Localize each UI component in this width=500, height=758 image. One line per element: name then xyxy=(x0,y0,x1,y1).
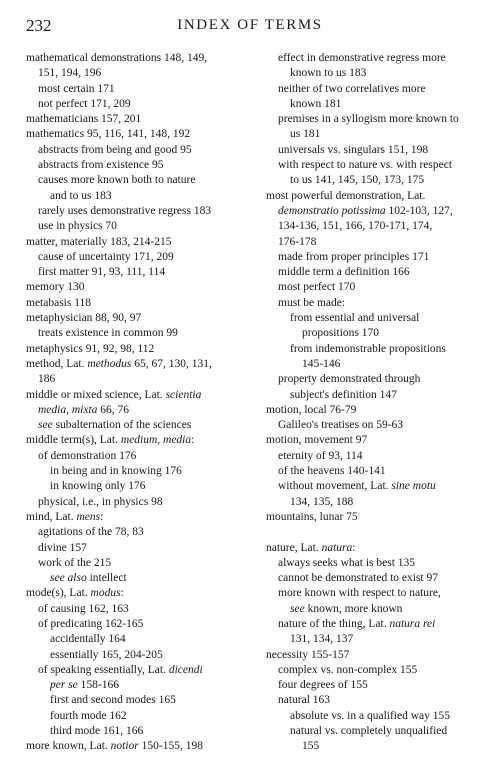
entry-text: universals vs. singulars 151, 198 xyxy=(278,143,429,156)
entry-text: subject's definition 147 xyxy=(290,388,397,401)
entry-text: abstracts from existence 95 xyxy=(38,159,164,172)
index-subentry xyxy=(266,311,488,326)
index-subentry xyxy=(266,219,488,234)
index-subentry xyxy=(26,173,248,188)
index-subentry xyxy=(266,571,488,586)
entry-text: metaphysics 91, 92, 98, 112 xyxy=(26,342,155,355)
index-subentry xyxy=(266,709,488,724)
index-subentry xyxy=(266,372,488,387)
entry-text: of predicating 162-165 xyxy=(38,617,144,630)
entry-text: of speaking essentially, Lat. xyxy=(38,663,169,676)
index-subentry xyxy=(266,495,488,510)
index-entry xyxy=(26,127,248,142)
entry-text: of causing 162, 163 xyxy=(38,602,129,615)
entry-text: physical, i.e., in physics 98 xyxy=(38,495,163,508)
index-subentry xyxy=(26,265,248,280)
entry-text: subalternation of the sciences xyxy=(52,419,192,432)
italic-term: see also xyxy=(50,572,87,585)
entry-text: 150-155, 198 xyxy=(138,740,203,753)
index-subentry xyxy=(26,602,248,617)
index-subentry xyxy=(266,678,488,693)
entry-text: 131, 134, 137 xyxy=(290,633,354,646)
page-number: 232 xyxy=(26,16,52,35)
entry-text: middle or mixed science, Lat. xyxy=(26,388,166,401)
index-subentry xyxy=(266,632,488,647)
entry-text: 134-136, 151, 166, 170-171, 174, xyxy=(278,220,433,233)
index-subentry xyxy=(266,724,488,739)
entry-text: 134, 135, 188 xyxy=(290,495,354,508)
index-subentry xyxy=(266,127,488,142)
entry-text: known, more known xyxy=(304,602,403,615)
index-subentry xyxy=(26,556,248,571)
entry-text: necessity 155-157 xyxy=(266,648,350,661)
index-subentry xyxy=(26,143,248,158)
entry-text: matter, materially 183, 214-215 xyxy=(26,235,172,248)
entry-text: always seeks what is best 135 xyxy=(278,556,416,569)
entry-text: middle term a definition 166 xyxy=(278,266,410,279)
entry-text: metabasis 118 xyxy=(26,296,92,309)
italic-term: medium, media xyxy=(120,434,192,447)
entry-text: cannot be demonstrated to exist 97 xyxy=(278,572,439,585)
entry-text: : xyxy=(191,434,195,447)
index-entry xyxy=(26,311,248,326)
index-subentry xyxy=(26,648,248,663)
italic-term: notior xyxy=(110,740,139,753)
index-subentry xyxy=(26,678,248,693)
index-subentry xyxy=(266,265,488,280)
entry-text: treats existence in common 99 xyxy=(38,327,178,340)
index-subentry xyxy=(266,66,488,81)
entry-text: mathematical demonstrations 148, 149, xyxy=(26,52,208,64)
italic-term: methodus xyxy=(87,357,132,370)
entry-text: 145-146 xyxy=(302,357,341,370)
index-subentry xyxy=(26,541,248,556)
entry-text: from indemonstrable propositions xyxy=(290,342,446,355)
index-subentry xyxy=(26,66,248,81)
index-subentry xyxy=(26,204,248,219)
index-entry xyxy=(266,510,488,525)
entry-text: nature, Lat. xyxy=(266,541,322,554)
entry-text: made from proper principles 171 xyxy=(278,250,430,263)
entry-text: without movement, Lat. xyxy=(278,480,392,493)
index-entry xyxy=(26,342,248,357)
entry-text: more known, Lat. xyxy=(26,740,111,753)
index-subentry xyxy=(26,479,248,494)
index-column-right xyxy=(266,51,488,755)
entry-text: of demonstration 176 xyxy=(38,449,137,462)
entry-text: must be made: xyxy=(278,296,346,309)
index-subentry xyxy=(26,709,248,724)
index-entry xyxy=(266,403,488,418)
index-subentry xyxy=(26,372,248,387)
index-subentry xyxy=(266,479,488,494)
italic-term: see xyxy=(38,419,53,432)
index-subentry xyxy=(266,739,488,754)
index-subentry xyxy=(266,326,488,341)
italic-term: media, mixta xyxy=(38,403,98,416)
index-subentry xyxy=(26,326,248,341)
entry-text: middle term(s), Lat. xyxy=(26,434,121,447)
index-subentry xyxy=(266,342,488,357)
index-subentry xyxy=(266,158,488,173)
index-entry xyxy=(26,296,248,311)
entry-text: absolute vs. in a qualified way 155 xyxy=(290,709,451,722)
entry-text: to us 141, 145, 150, 173, 175 xyxy=(290,174,425,187)
italic-term: natura xyxy=(321,541,353,554)
index-entry xyxy=(26,388,248,403)
index-subentry xyxy=(266,143,488,158)
index-subentry xyxy=(266,617,488,632)
entry-text: most perfect 170 xyxy=(278,281,356,294)
entry-text: known to us 183 xyxy=(290,67,367,80)
entry-text: first matter 91, 93, 111, 114 xyxy=(38,266,166,279)
entry-text: us 181 xyxy=(290,128,321,141)
index-subentry xyxy=(26,693,248,708)
entry-text: fourth mode 162 xyxy=(50,709,127,722)
entry-text: mountains, lunar 75 xyxy=(266,510,358,523)
index-subentry xyxy=(26,82,248,97)
entry-text: eternity of 93, 114 xyxy=(278,449,363,462)
italic-term: sine motu xyxy=(391,480,436,493)
entry-text: most powerful demonstration, Lat. xyxy=(266,189,426,202)
index-subentry xyxy=(26,632,248,647)
entry-text: 158-166 xyxy=(77,679,120,692)
entry-text: 176-178 xyxy=(278,235,317,248)
entry-text: more known with respect to nature, xyxy=(278,587,441,600)
index-subentry xyxy=(266,418,488,433)
entry-text: method, Lat. xyxy=(26,357,88,370)
entry-text: propositions 170 xyxy=(302,327,379,340)
index-entry xyxy=(26,280,248,295)
entry-text: premises in a syllogism more known to xyxy=(278,113,459,126)
index-subentry xyxy=(266,586,488,601)
index-subentry xyxy=(26,724,248,739)
index-subentry xyxy=(266,173,488,188)
index-subentry xyxy=(26,495,248,510)
index-subentry xyxy=(266,357,488,372)
index-entry xyxy=(266,541,488,556)
entry-text: cause of uncertainty 171, 209 xyxy=(38,250,174,263)
entry-text: motion, local 76-79 xyxy=(266,403,357,416)
entry-text: known 181 xyxy=(290,97,342,110)
index-entry xyxy=(26,586,248,601)
index-subentry xyxy=(266,112,488,127)
italic-term: modus xyxy=(90,587,121,600)
index-subentry xyxy=(266,296,488,311)
index-subentry xyxy=(26,219,248,234)
entry-text: in knowing only 176 xyxy=(50,480,146,493)
index-subentry xyxy=(266,464,488,479)
entry-text: with respect to nature vs. with respect xyxy=(278,159,453,172)
entry-text: divine 157 xyxy=(38,541,87,554)
entry-text: : xyxy=(100,510,104,523)
index-entry xyxy=(266,189,488,204)
index-subentry xyxy=(26,189,248,204)
italic-term: demonstratio potissima xyxy=(278,204,386,217)
entry-text: work of the 215 xyxy=(38,556,112,569)
entry-text: neither of two correlatives more xyxy=(278,82,426,95)
entry-text: natural vs. completely unqualified xyxy=(290,725,448,738)
index-subentry xyxy=(26,158,248,173)
entry-text: from essential and universal xyxy=(290,312,420,325)
entry-text: 65, 67, 130, 131, xyxy=(131,357,212,370)
page-header xyxy=(26,16,474,38)
index-subentry xyxy=(266,663,488,678)
index-subentry xyxy=(266,388,488,403)
entry-text: accidentally 164 xyxy=(50,633,126,646)
entry-text: mode(s), Lat. xyxy=(26,587,91,600)
entry-text: property demonstrated through xyxy=(278,373,421,386)
entry-text: motion, movement 97 xyxy=(266,434,368,447)
entry-text: in being and in knowing 176 xyxy=(50,465,182,478)
index-subentry xyxy=(26,449,248,464)
entry-text: not perfect 171, 209 xyxy=(38,97,131,110)
entry-text: memory 130 xyxy=(26,281,85,294)
entry-text: intellect xyxy=(86,572,127,585)
index-subentry xyxy=(26,525,248,540)
index-subentry xyxy=(266,51,488,66)
entry-text: most certain 171 xyxy=(38,82,115,95)
running-head: INDEX OF TERMS xyxy=(177,17,323,33)
index-subentry xyxy=(26,418,248,433)
entry-text: 102-103, 127, xyxy=(385,204,453,217)
index-subentry xyxy=(266,250,488,265)
entry-text: mind, Lat. xyxy=(26,510,77,523)
entry-text: 66, 76 xyxy=(97,403,130,416)
index-entry xyxy=(26,112,248,127)
index-entry xyxy=(266,648,488,663)
entry-text: use in physics 70 xyxy=(38,220,117,233)
index-entry xyxy=(26,51,248,66)
entry-text: of the heavens 140-141 xyxy=(278,465,386,478)
entry-text: metaphysician 88, 90, 97 xyxy=(26,312,142,325)
entry-text: and to us 183 xyxy=(50,189,112,202)
index-subentry xyxy=(266,556,488,571)
entry-text: agitations of the 78, 83 xyxy=(38,526,144,539)
italic-term: scientia xyxy=(165,388,202,401)
entry-text: : xyxy=(352,541,356,554)
index-subentry xyxy=(26,403,248,418)
italic-term: mens xyxy=(76,510,101,523)
index-subentry xyxy=(26,97,248,112)
index-entry xyxy=(26,235,248,250)
index-subentry xyxy=(26,250,248,265)
entry-text: first and second modes 165 xyxy=(50,694,176,707)
blank-line xyxy=(266,525,488,540)
index-entry xyxy=(26,433,248,448)
index-subentry xyxy=(266,693,488,708)
italic-term: dicendi xyxy=(168,663,203,676)
entry-text: Galileo's treatises on 59-63 xyxy=(278,419,404,432)
index-subentry xyxy=(266,204,488,219)
index-subentry xyxy=(266,82,488,97)
index-subentry xyxy=(26,663,248,678)
italic-term: natura rei xyxy=(389,617,436,630)
index-subentry xyxy=(26,617,248,632)
entry-text: rarely uses demonstrative regress 183 xyxy=(38,204,212,217)
entry-text: mathematicians 157, 201 xyxy=(26,113,142,126)
entry-text: third mode 161, 166 xyxy=(50,725,144,738)
index-entry xyxy=(26,510,248,525)
entry-text: abstracts from being and good 95 xyxy=(38,143,192,156)
index-subentry xyxy=(266,280,488,295)
index-subentry xyxy=(266,97,488,112)
index-entry xyxy=(26,357,248,372)
entry-text: nature of the thing, Lat. xyxy=(278,617,390,630)
entry-text: 186 xyxy=(38,373,56,386)
index-entry xyxy=(26,739,248,754)
entry-text: four degrees of 155 xyxy=(278,679,368,692)
entry-text: essentially 165, 204-205 xyxy=(50,648,163,661)
index-subentry xyxy=(266,602,488,617)
entry-text: : xyxy=(120,587,124,600)
index-column-left xyxy=(26,51,248,755)
italic-term: per se xyxy=(50,679,78,692)
entry-text: 155 xyxy=(302,740,320,753)
index-subentry xyxy=(26,464,248,479)
entry-text: complex vs. non-complex 155 xyxy=(278,663,418,676)
index-subentry xyxy=(266,235,488,250)
entry-text: 151, 194, 196 xyxy=(38,67,102,80)
index-subentry xyxy=(266,449,488,464)
entry-text: mathematics 95, 116, 141, 148, 192 xyxy=(26,128,191,141)
index-subentry xyxy=(26,571,248,586)
entry-text: natural 163 xyxy=(278,694,331,707)
italic-term: see xyxy=(290,602,305,615)
entry-text: causes more known both to nature xyxy=(38,174,196,187)
entry-text: effect in demonstrative regress more xyxy=(278,52,446,64)
index-entry xyxy=(266,433,488,448)
